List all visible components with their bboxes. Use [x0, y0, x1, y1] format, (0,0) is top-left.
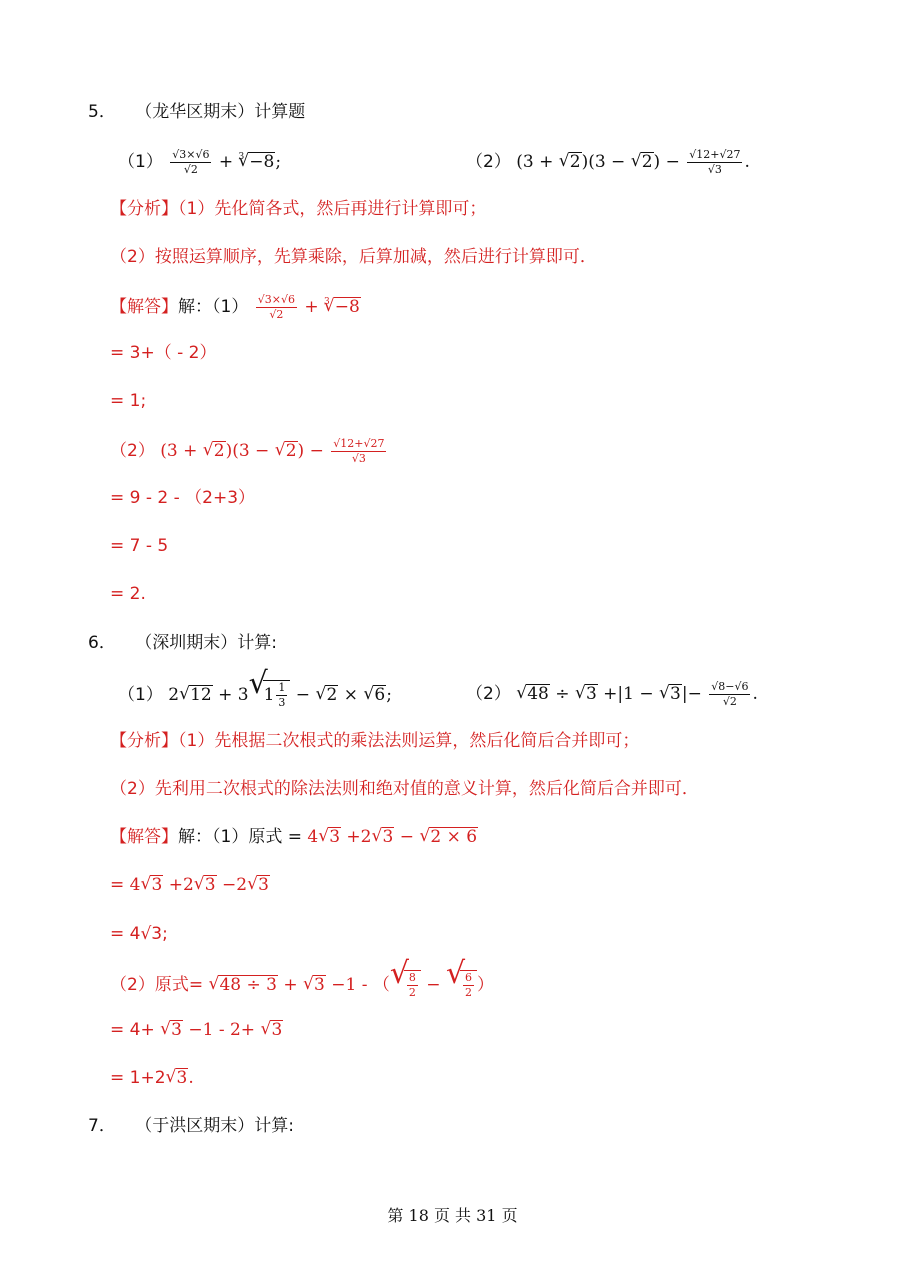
q6-problem-1: （1） 2√ 12 + 3√ 1 $\frac{1}{3}$ − √ 2 × √ 6;: [118, 680, 392, 710]
q5-step-4: = 7 - 5: [110, 536, 169, 556]
q5-answer-tag: 【解答】: [110, 296, 178, 317]
q5-answer-intro: 解：（1）: [178, 296, 249, 317]
q5-number: 5．: [88, 102, 116, 122]
q5-problem-2: （2） (3 + √ 2)(3 − √ 2) − $\frac{√12+√27}{√3}$ .: [466, 148, 750, 177]
q5-p2-label: （2）: [466, 151, 511, 172]
q6-step-4-prefix: = 1+2: [110, 1068, 166, 1088]
q6-p1-label: （1）: [118, 684, 163, 705]
q6-step-1: = 4√ 3 +2√ 3 −2√ 3: [110, 873, 270, 897]
page-footer: 第 18 页 共 31 页: [387, 1206, 518, 1225]
q5-p1-label: （1）: [118, 151, 163, 172]
q5-p1-fraction: $\frac{√3\times√6}{√2}$: [172, 148, 210, 176]
q6-answer-expr: 4√ 3 +2√ 3 − √ 2 × 6: [307, 827, 478, 847]
q5-analysis-1: [110, 197, 486, 221]
q6-heading: [88, 631, 277, 655]
q7-heading: [88, 1114, 294, 1138]
q5-step-3: = 9 - 2 - （2+3）: [110, 488, 256, 508]
q6-answer-tag: 【解答】: [110, 827, 178, 847]
q6-answer-intro: 解：（1）原式 =: [178, 827, 308, 847]
q6-step-3: = 4+ √ 3 −1 - 2+ √ 3: [110, 1018, 283, 1042]
q5-answer-expr: $\frac{√3\times√6}{√2}$ + $^3$√ −8: [254, 297, 361, 317]
q5-heading: [88, 100, 305, 124]
q6-analysis-tag: 【分析】: [110, 731, 178, 751]
q5-title: （龙华区期末）计算题: [135, 102, 306, 122]
q6-p2-fraction: $\frac{√8-√6}{√2}$: [711, 680, 749, 708]
q5-part2: [110, 437, 388, 466]
q6-problem-2: （2） √ 48 ÷ √ 3 +|1 − √ 3|− $\frac{√8-√6}{√2}$ .: [466, 680, 758, 709]
q6-answer: [110, 825, 478, 849]
q5-step-1: = 3+（ - 2）: [110, 343, 217, 363]
q6-analysis-1: [110, 729, 639, 753]
q5-analysis-text-1: （1）先化简各式，然后再进行计算即可；: [178, 199, 487, 219]
q6-step-2: = 4√3;: [110, 924, 168, 944]
q6-p2-label: （2）: [466, 683, 511, 704]
q5-step-2: = 1;: [110, 391, 147, 411]
q6-part2-expr: √ 48 ÷ 3 + √ 3 −1 - （ √ $\frac{8}{2}$ − √ $\frac{6}{2}$ ）: [208, 975, 493, 995]
q7-number: 7．: [88, 1116, 116, 1136]
q6-step-1-prefix: =: [110, 875, 130, 895]
q6-analysis-2: （2）先利用二次根式的除法法则和绝对值的意义计算，然后化简后合并即可．: [110, 779, 699, 799]
q5-analysis-tag: 【分析】: [110, 199, 178, 219]
q5-problem-1: （1） $\frac{√3\times√6}{√2}$ + $^3$√ −8;: [118, 148, 281, 177]
q6-step-4: = 1+2√ 3.: [110, 1066, 194, 1090]
q5-step-5: = 2.: [110, 584, 146, 604]
q6-part2-intro: （2）原式=: [110, 974, 209, 995]
q5-p2-fraction: $\frac{√12+√27}{√3}$: [689, 148, 741, 176]
q5-part2-expr: (3 + √ 2)(3 − √ 2) − $\frac{√12+√27}{√3}$: [160, 441, 388, 461]
q6-number: 6．: [88, 633, 116, 653]
q7-title: （于洪区期末）计算:: [135, 1116, 294, 1136]
q5-answer: [110, 293, 361, 322]
q6-step-3-prefix: = 4+: [110, 1020, 161, 1040]
q5-analysis-2: （2）按照运算顺序，先算乘除，后算加减，然后进行计算即可．: [110, 247, 597, 267]
q5-part2-label: （2）: [110, 440, 155, 461]
q6-title: （深圳期末）计算:: [135, 633, 277, 653]
q6-analysis-text-1: （1）先根据二次根式的乘法法则运算，然后化简后合并即可；: [178, 731, 640, 751]
q6-part2: [110, 970, 494, 1000]
